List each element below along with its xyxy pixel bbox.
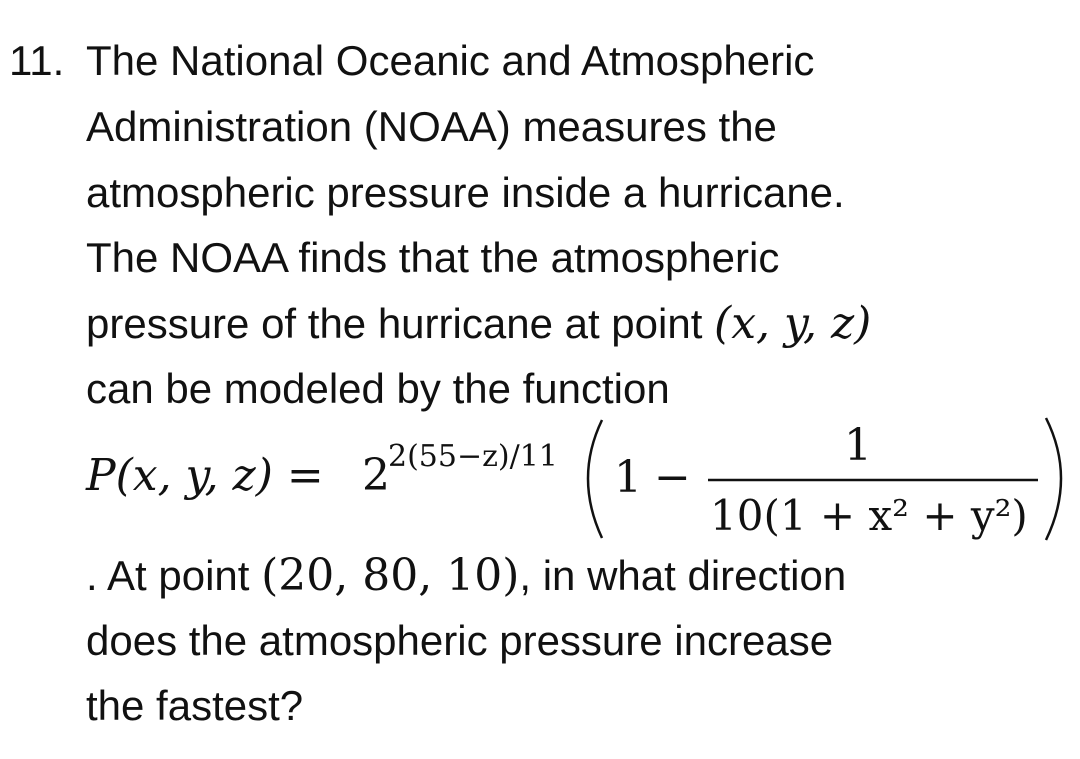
question-line-2: Administration (NOAA) measures the [86, 103, 777, 150]
fraction-numerator: 1 [844, 420, 872, 471]
question-line-7 [86, 548, 846, 604]
formula-exponent: 2(55−z)/11 [388, 439, 558, 474]
formula-minus: − [654, 452, 691, 503]
question-number: 11. [9, 37, 65, 84]
after-formula-prefix: . At point [86, 552, 250, 599]
point-symbol: (x, y, z) [714, 298, 872, 349]
question-line-8: does the atmospheric pressure increase [86, 617, 834, 664]
left-big-paren [588, 420, 602, 538]
point-value: (20, 80, 10) [261, 550, 520, 601]
question-line-5-text: pressure of the hurricane at point [86, 300, 703, 347]
question-line-5 [86, 296, 871, 352]
question-line-4: The NOAA finds that the atmospheric [86, 234, 780, 281]
formula-one: 1 [614, 452, 642, 503]
question-line-6: can be modeled by the function [86, 365, 670, 412]
right-big-paren [1046, 418, 1061, 540]
question-line-9: the fastest? [86, 682, 304, 729]
question-line-3: atmospheric pressure inside a hurricane. [86, 169, 845, 216]
pressure-formula [80, 408, 1080, 558]
fraction-denominator: 10(1 + x² + y²) [710, 491, 1028, 540]
formula-base: 2 [362, 450, 390, 501]
after-formula-suffix: , in what direction [519, 552, 847, 599]
question-line-1: The National Oceanic and Atmospheric [86, 37, 815, 84]
formula-lhs: P(x, y, z) = [86, 450, 324, 501]
